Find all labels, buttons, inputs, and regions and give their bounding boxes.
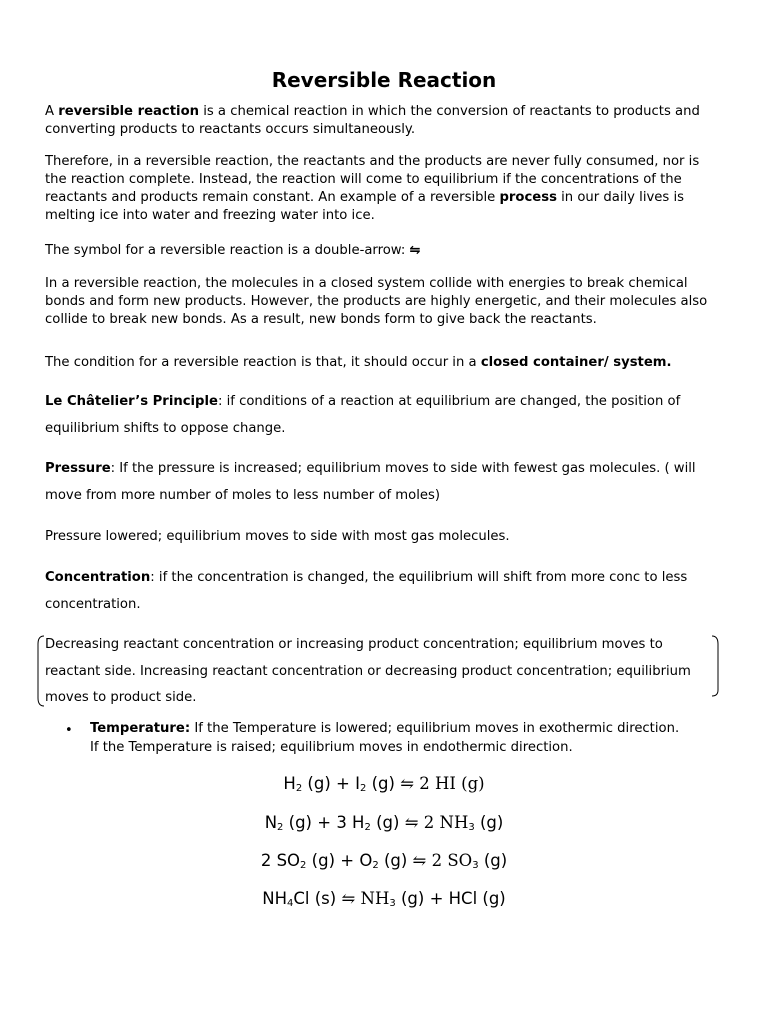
subscript: 4: [287, 898, 294, 909]
text: in our daily lives is melting ice into water and freezing water into ice.: [45, 190, 685, 223]
double-arrow-icon: ⇋: [341, 889, 356, 908]
subscript: 2: [372, 860, 379, 871]
paragraph-concentration-detail: Decreasing reactant concentration or increasing product concentration; equilibrium moves to reactant side. Increasing reactant concentration or decreasing product concentration; equilibrium moves to product side.: [45, 637, 691, 705]
double-arrow-icon: ⇋: [400, 774, 415, 793]
text: NH: [262, 889, 287, 908]
subscript: 3: [389, 898, 396, 909]
text: A: [45, 104, 59, 119]
text: (g) + 3 H: [283, 813, 365, 832]
bold-term: Le Châtelier’s Principle: [45, 394, 218, 409]
equation-ammonium-chloride: [45, 888, 723, 910]
text: 2 SO: [426, 851, 473, 870]
subscript: 3: [468, 822, 475, 833]
bold-term: reversible reaction: [58, 104, 200, 119]
paragraph-equilibrium: [45, 153, 715, 225]
subscript: 2: [300, 860, 307, 871]
paragraph-molecules: In a reversible reaction, the molecules in a closed system collide with energies to break chemical bonds and form new products. However, the products are highly energetic, and their molecules also collide to break new bonds. As a result, new bonds form to give back the reactants.: [45, 276, 708, 327]
text: : if the concentration is changed, the equilibrium will shift from more conc to less concentration.: [45, 570, 688, 612]
text: If the Temperature is lowered; equilibrium moves in exothermic direction.: [190, 721, 680, 736]
equation-sulfur-trioxide: [45, 850, 723, 872]
double-arrow-icon: ⇋: [409, 243, 421, 258]
double-arrow-icon: ⇋: [404, 813, 419, 832]
text: (g) + O: [306, 851, 373, 870]
bold-term: Temperature:: [90, 721, 191, 736]
text: (g): [474, 813, 504, 832]
subscript: 3: [472, 860, 479, 871]
text: 2 SO: [260, 851, 301, 870]
bullet-icon: •: [65, 723, 73, 738]
page-title: Reversible Reaction: [271, 68, 497, 92]
paragraph-condition: [45, 354, 715, 372]
text: is a chemical reaction in which the conversion of reactants to products and converting products to reactants occurs simultaneously.: [45, 104, 700, 137]
bold-term: Pressure: [45, 461, 111, 476]
bullet-temperature: [90, 720, 730, 757]
equation-ammonia: [45, 812, 723, 834]
text: N: [264, 813, 278, 832]
subscript: 2: [277, 822, 284, 833]
text: Therefore, in a reversible reaction, the reactants and the products are never fully consumed, nor is the reaction complete. Instead, the reaction will come to equilibrium if the concentrations of the reactants and products remain constant. An example of a reversible: [45, 154, 700, 205]
text: NH: [355, 889, 390, 908]
paragraph-pressure-lowered: Pressure lowered; equilibrium moves to side with most gas molecules.: [45, 529, 510, 544]
text: H: [283, 774, 296, 793]
paragraph-concentration: [45, 565, 715, 618]
text: (g): [366, 774, 401, 793]
text: : if conditions of a reaction at equilibrium are changed, the position of equilibrium shifts to oppose change.: [45, 394, 681, 436]
paragraph-le-chatelier: [45, 389, 715, 442]
text: (g): [478, 851, 508, 870]
bold-term: Concentration: [45, 570, 151, 585]
paragraph-definition: [45, 103, 715, 139]
double-arrow-icon: ⇋: [412, 851, 427, 870]
text: The symbol for a reversible reaction is a double-arrow:: [45, 243, 410, 258]
subscript: 2: [359, 783, 367, 794]
text: (g) + I: [302, 774, 360, 793]
text: : If the pressure is increased; equilibrium moves to side with fewest gas molecules. ( will move from more number of moles to less number of moles): [45, 461, 696, 503]
text: (g) + HCl (g): [395, 889, 506, 908]
text: (g): [378, 851, 413, 870]
bullet-line-2: If the Temperature is raised; equilibrium moves in endothermic direction.: [90, 739, 573, 755]
equation-hydrogen-iodide: [45, 773, 723, 795]
bold-term: closed container/ system.: [480, 355, 672, 370]
bold-term: process: [499, 190, 557, 205]
subscript: 2: [295, 783, 303, 794]
paragraph-pressure: [45, 456, 715, 509]
text: 2 HI (g): [414, 774, 485, 793]
text: Cl (s): [293, 889, 342, 908]
text: (g): [370, 813, 405, 832]
left-bracket: [38, 636, 44, 706]
text: 2 NH: [418, 813, 469, 832]
subscript: 2: [364, 822, 371, 833]
bullet-line-1: [90, 720, 730, 739]
text: The condition for a reversible reaction is that, it should occur in a: [45, 355, 481, 370]
paragraph-symbol: [45, 242, 715, 260]
